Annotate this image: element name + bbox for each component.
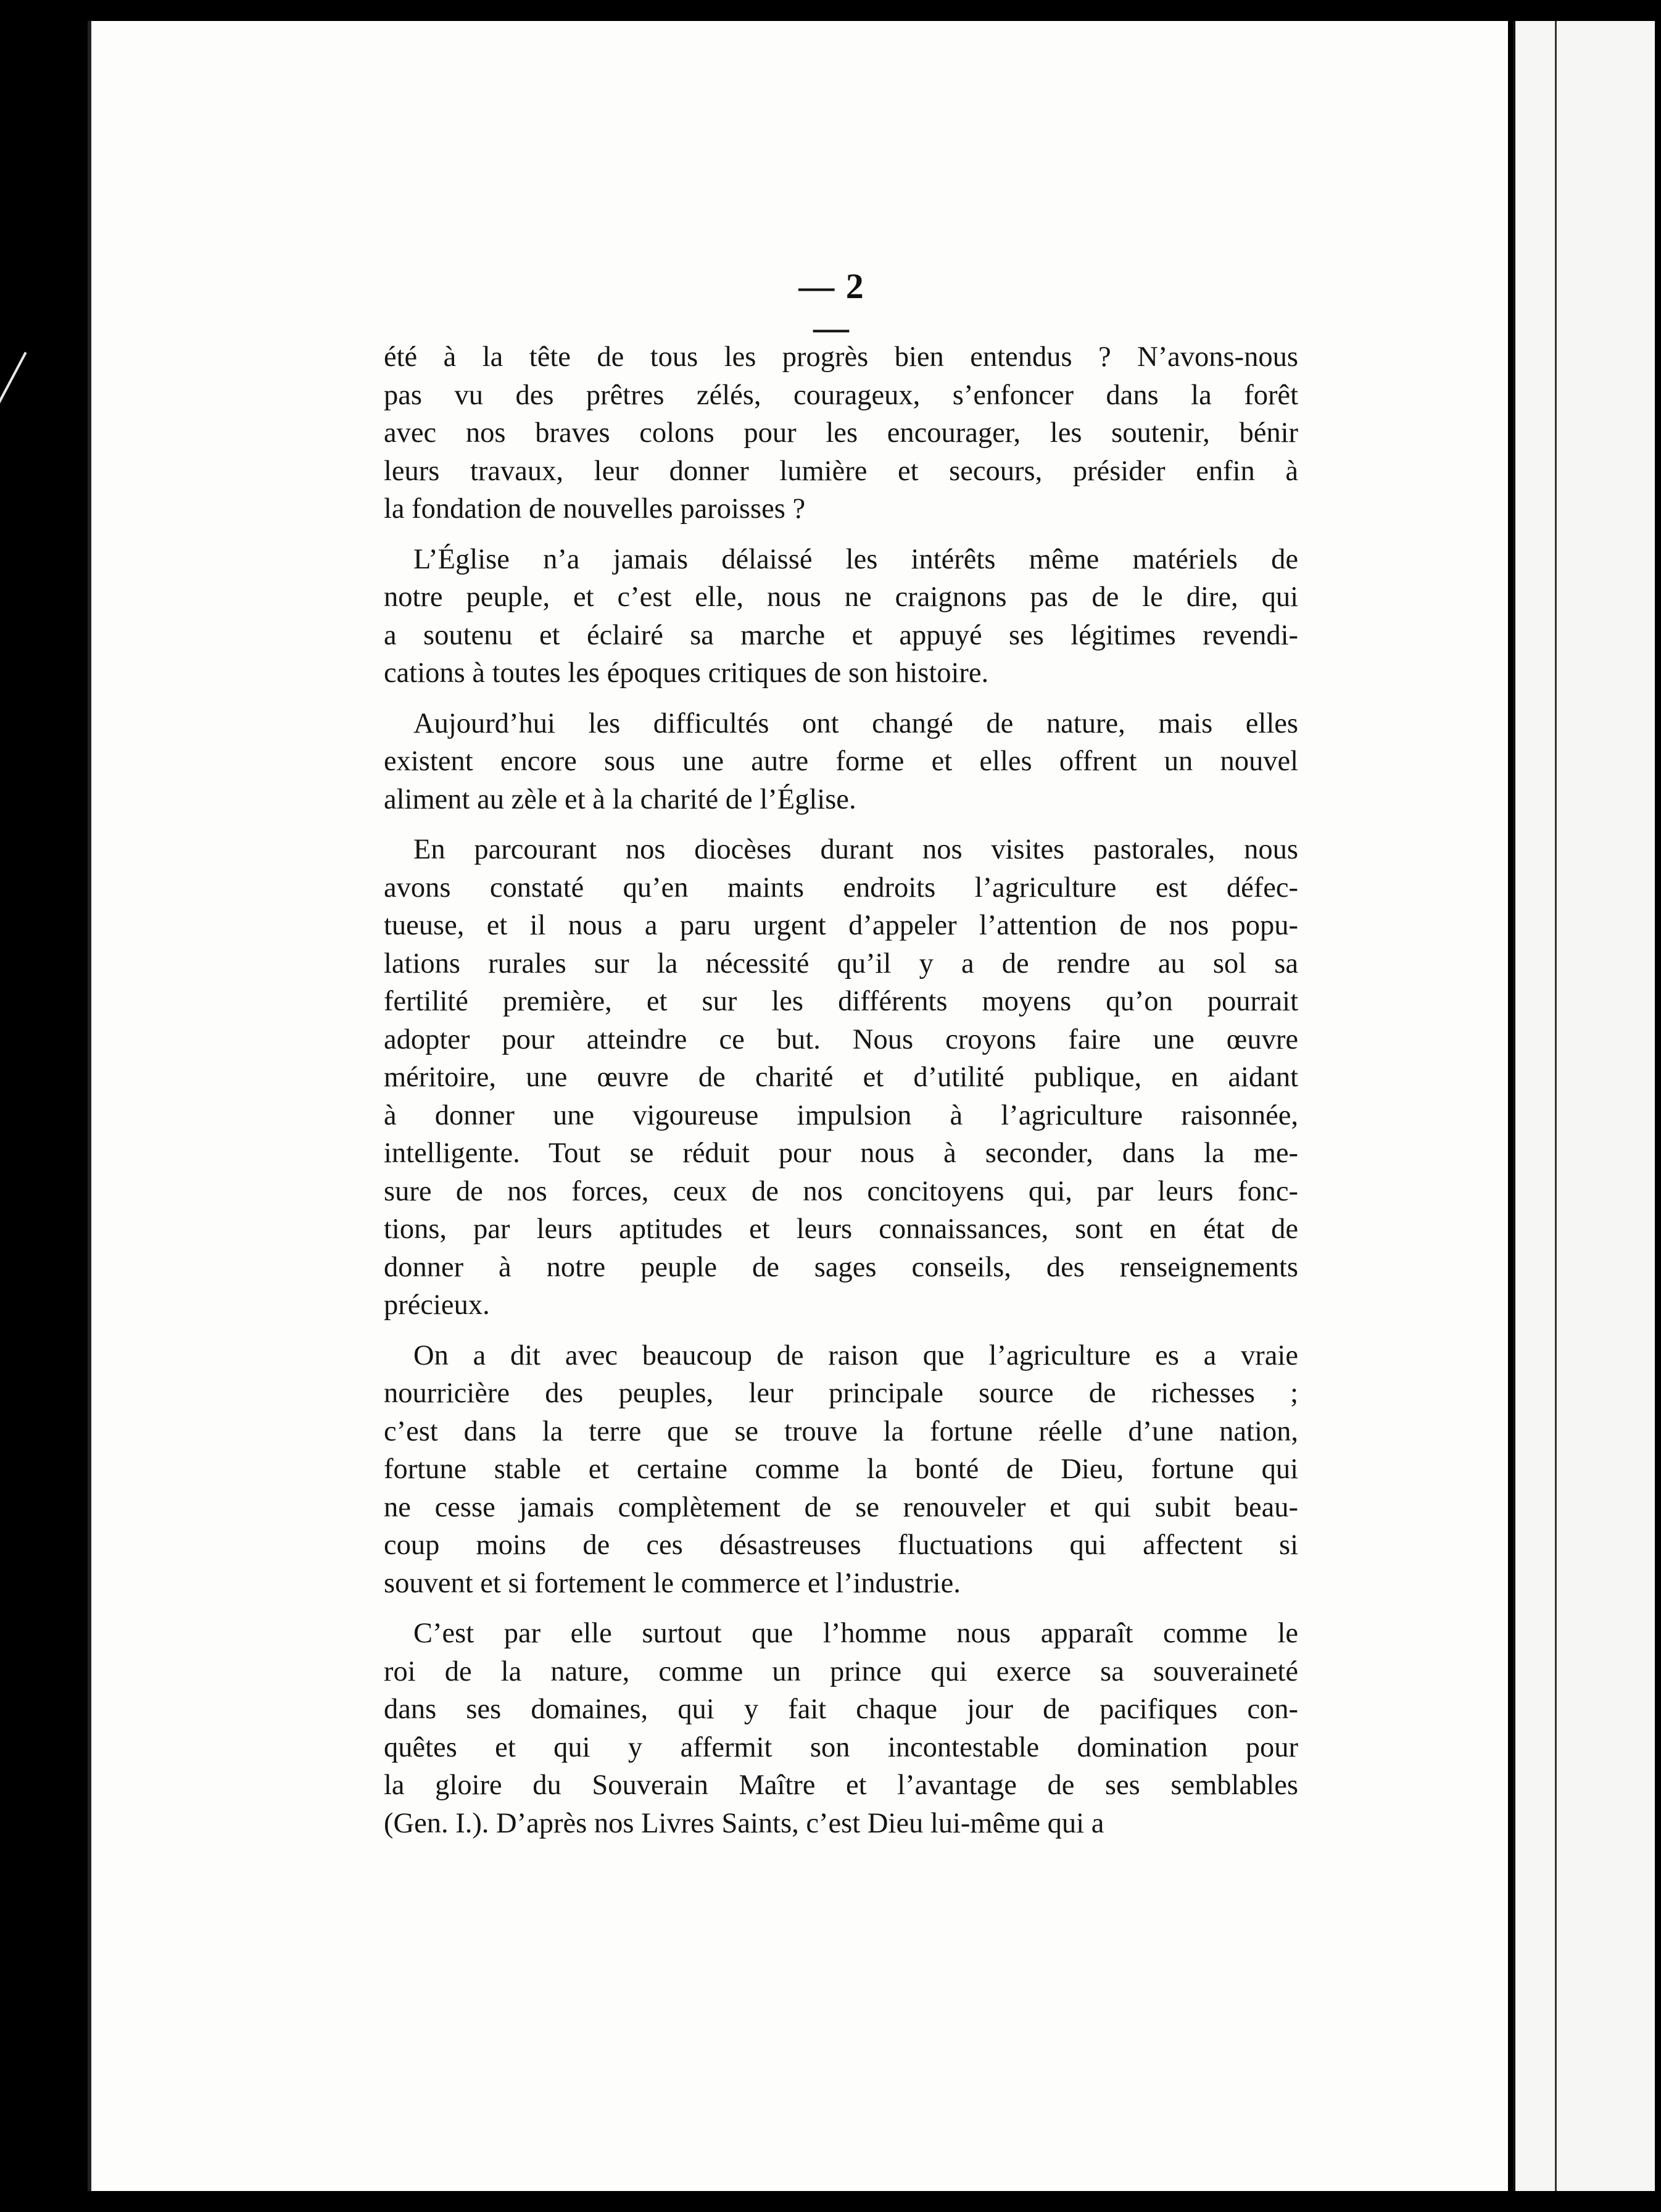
paragraph [384, 831, 1298, 1324]
text-line: (Gen. I.). D’après nos Livres Saints, c’est Dieu lui-même qui a [384, 1807, 1104, 1839]
text-line: la gloire du Souverain Maître et l’avantage de ses semblables [384, 1769, 1298, 1801]
text-line: ne cesse jamais complètement de se renouveler et qui subit beau- [384, 1491, 1298, 1523]
text-line: lations rurales sur la nécessité qu’il y a de rendre au sol sa [384, 947, 1298, 979]
text-line: méritoire, une œuvre de charité et d’utilité publique, en aidant [384, 1062, 1298, 1093]
text-line: adopter pour atteindre ce but. Nous croyons faire une œuvre [384, 1023, 1298, 1055]
text-line: à donner une vigoureuse impulsion à l’agriculture raisonnée, [384, 1099, 1298, 1131]
text-line: avec nos braves colons pour les encourager, les soutenir, bénir [384, 417, 1298, 449]
text-line: la fondation de nouvelles paroisses ? [384, 493, 806, 525]
text-line: Aujourd’hui les difficultés ont changé de nature, mais elles [413, 707, 1298, 739]
facing-page-edge [1513, 21, 1655, 2191]
text-line: fortune stable et certaine comme la bonté de Dieu, fortune qui [384, 1453, 1298, 1485]
page-number: — 2 — [798, 266, 865, 347]
text-line: précieux. [384, 1289, 490, 1321]
text-line: dans ses domaines, qui y fait chaque jour de pacifiques con- [384, 1694, 1298, 1725]
text-line: avons constaté qu’en maints endroits l’agriculture est défec- [384, 871, 1298, 904]
text-line: intelligente. Tout se réduit pour nous à seconder, dans la me- [384, 1137, 1298, 1169]
text-line: sure de nos forces, ceux de nos concitoyens qui, par leurs fonc- [384, 1175, 1298, 1207]
text-line: L’Église n’a jamais délaissé les intérêts même matériels de [413, 543, 1298, 575]
text-line: En parcourant nos diocèses durant nos visites pastorales, nous [413, 834, 1298, 865]
text-line: tueuse, et il nous a paru urgent d’appeler l’attention de nos popu- [384, 910, 1298, 941]
paragraph [384, 541, 1298, 692]
text-line: existent encore sous une autre forme et elles offrent un nouvel [384, 746, 1298, 777]
text-line: fertilité première, et sur les différents moyens qu’on pourrait [384, 986, 1298, 1017]
text-line: On a dit avec beaucoup de raison que l’agriculture es a vraie [413, 1339, 1298, 1371]
scan-scratch-mark [0, 352, 27, 494]
paragraph [384, 1337, 1298, 1603]
text-line: été à la tête de tous les progrès bien entendus ? N’avons-nous [384, 341, 1298, 373]
text-line: souvent et si fortement le commerce et l’industrie. [384, 1567, 961, 1599]
text-line: roi de la nature, comme un prince qui exerce sa souveraineté [384, 1655, 1298, 1687]
text-line: a soutenu et éclairé sa marche et appuyé ses légitimes revendi- [384, 619, 1298, 651]
text-line: aliment au zèle et à la charité de l’Église. [384, 783, 856, 815]
page-fold-line [1555, 21, 1557, 2191]
text-line: donner à notre peuple de sages conseils, des renseignements [384, 1251, 1298, 1283]
text-line: C’est par elle surtout que l’homme nous apparaît comme le [413, 1618, 1298, 1649]
text-line: notre peuple, et c’est elle, nous ne craignons pas de le dire, qui [384, 581, 1298, 613]
text-line: c’est dans la terre que se trouve la fortune réelle d’une nation, [384, 1415, 1298, 1447]
paragraph [384, 705, 1298, 819]
text-line: pas vu des prêtres zélés, courageux, s’enfoncer dans la forêt [384, 379, 1298, 411]
text-line: leurs travaux, leur donner lumière et secours, présider enfin à [384, 455, 1298, 487]
paragraph [384, 1615, 1298, 1842]
text-line: quêtes et qui y affermit son incontestable domination pour [384, 1731, 1298, 1763]
text-line: cations à toutes les époques critiques de son histoire. [384, 657, 989, 689]
text-line: coup moins de ces désastreuses fluctuations qui affectent si [384, 1529, 1298, 1561]
text-line: nourricière des peuples, leur principale source de richesses ; [384, 1378, 1298, 1409]
paragraph [384, 338, 1298, 528]
text-line: tions, par leurs aptitudes et leurs connaissances, sont en état de [384, 1213, 1298, 1245]
body-text [384, 338, 1298, 1855]
